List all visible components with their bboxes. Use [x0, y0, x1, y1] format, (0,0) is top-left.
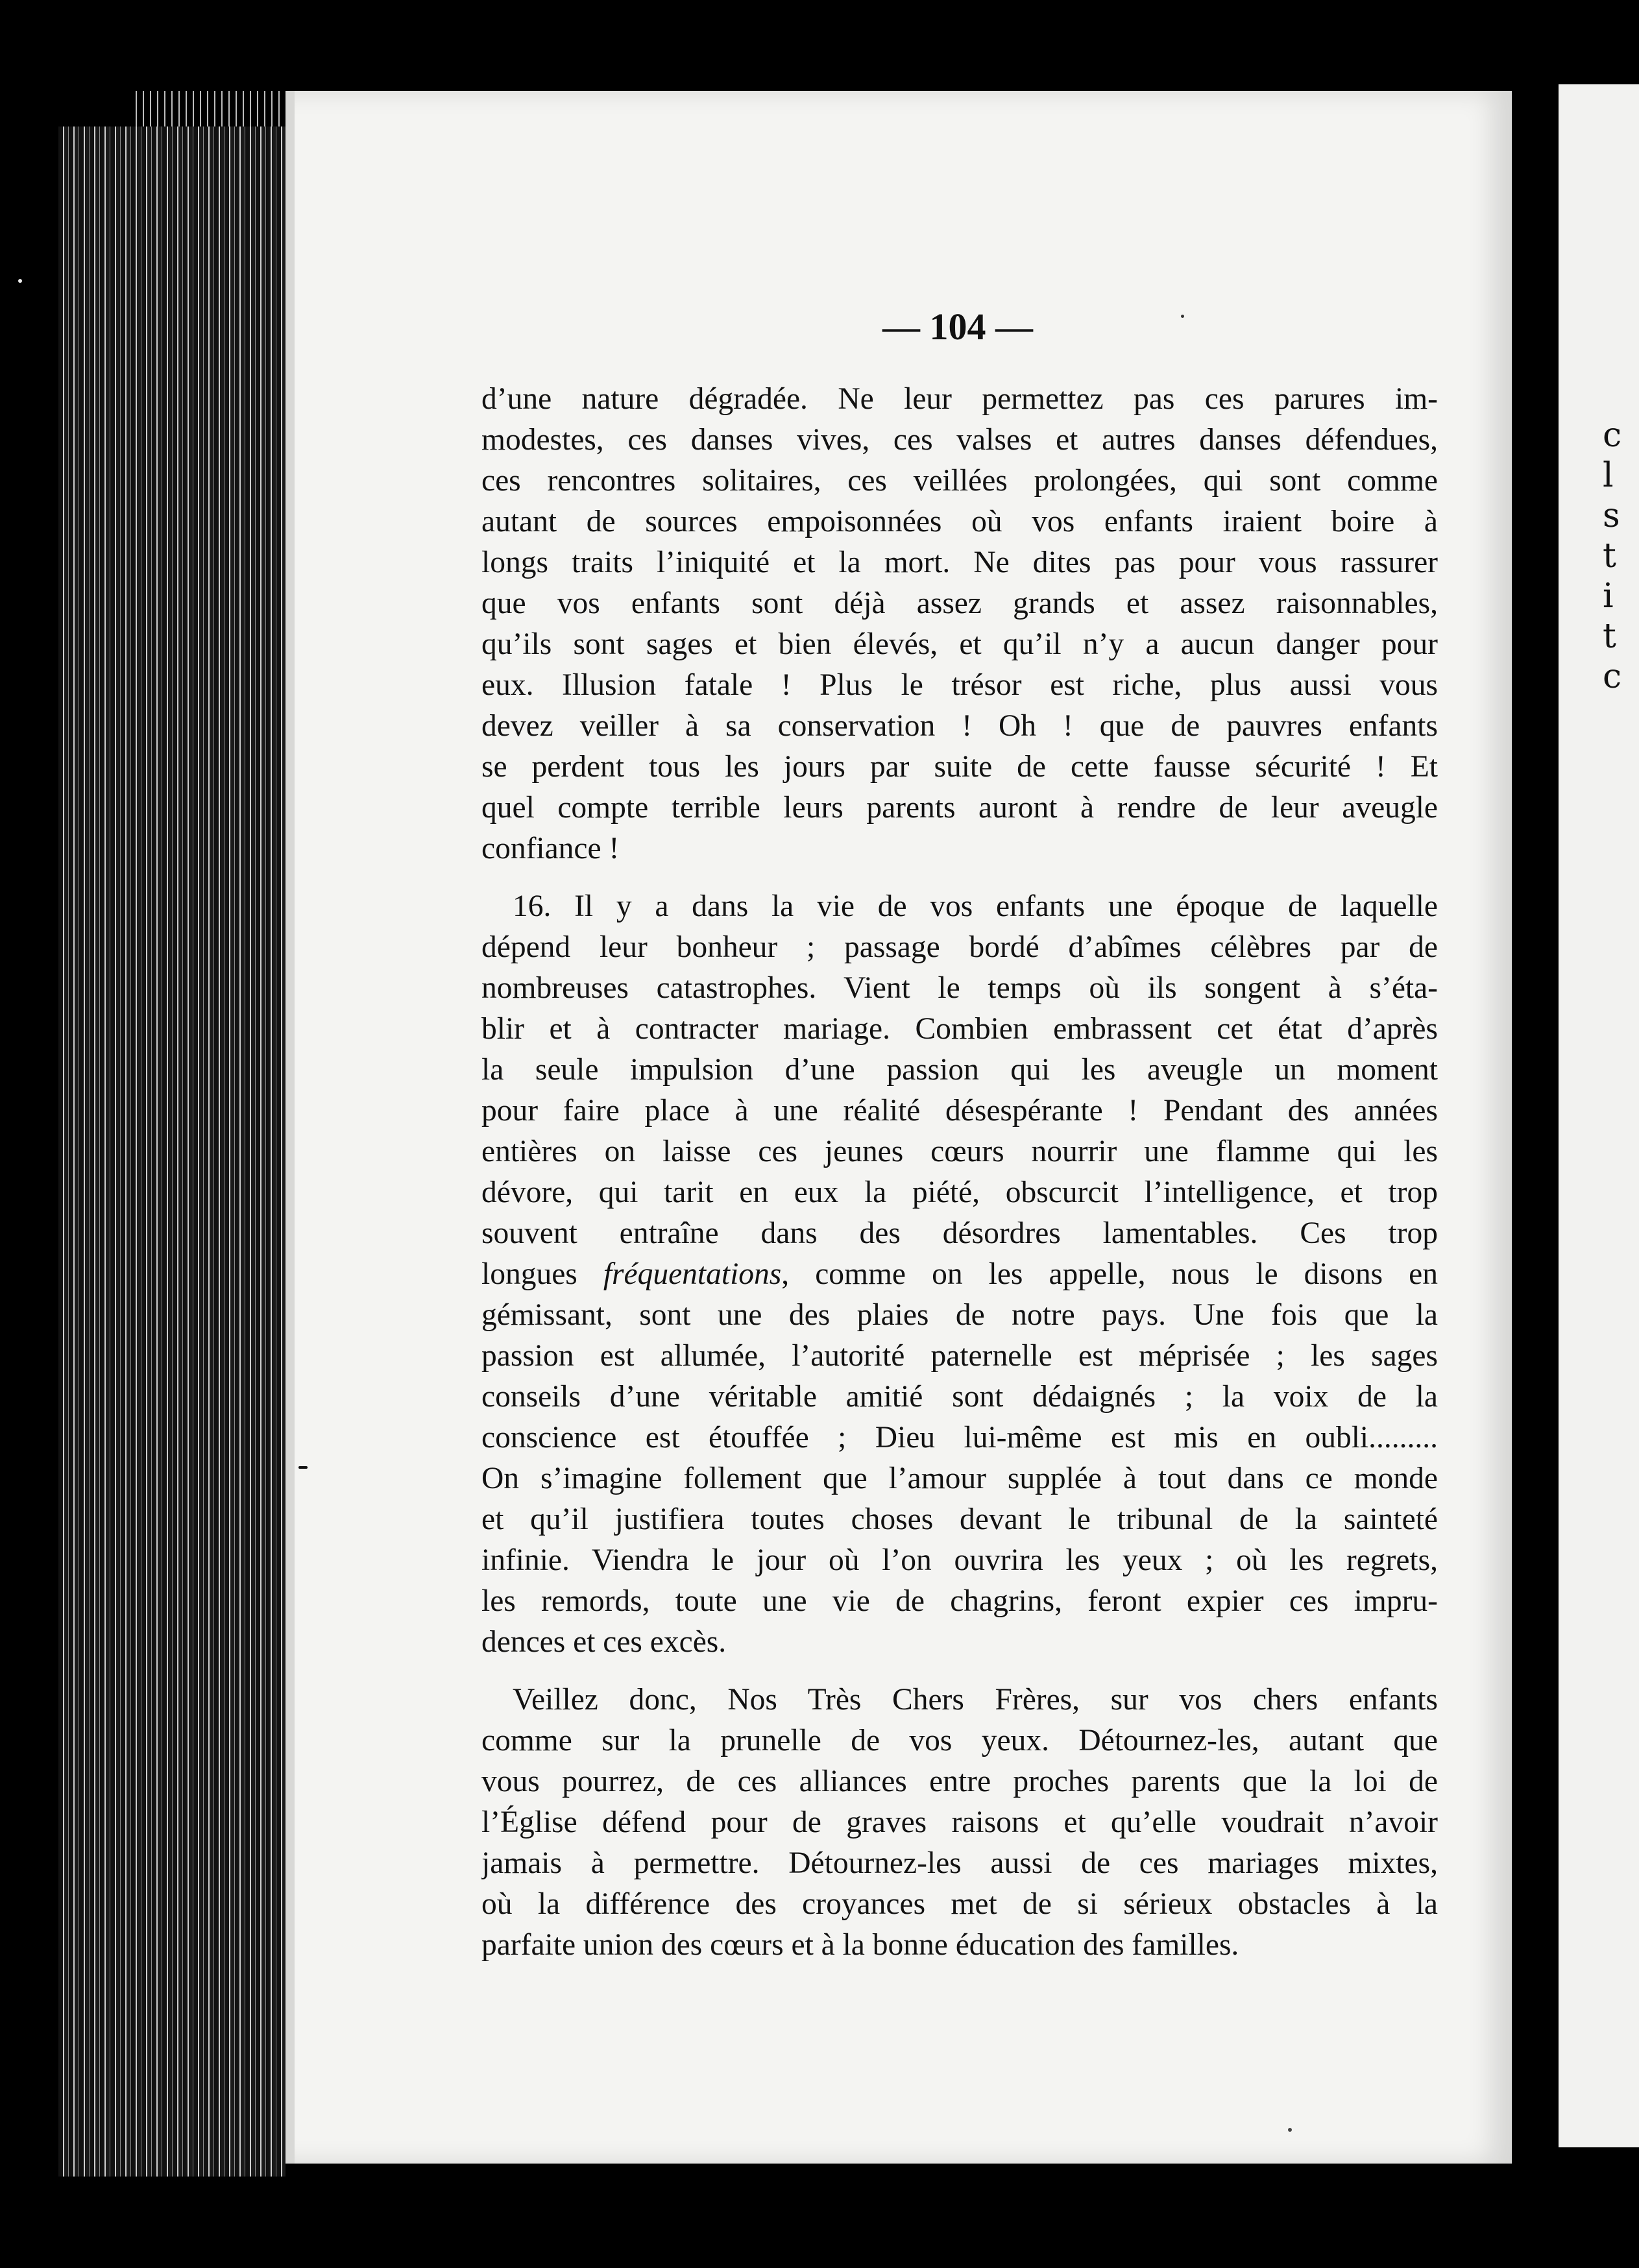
text-line: confiance !: [481, 832, 620, 865]
text-line: et qu’il justifiera toutes choses devant le tribunal de la sainteté: [481, 1502, 1438, 1536]
text-line: blir et à contracter mariage. Combien embrassent cet état d’après: [481, 1012, 1438, 1046]
text-line: dences et ces excès.: [481, 1625, 727, 1659]
fragment-letter: i: [1603, 577, 1614, 616]
text-line: l’Église défend pour de graves raisons et qu’elle voudrait n’avoir: [481, 1805, 1438, 1839]
text-fragment: longues: [481, 1257, 603, 1291]
fragment-letter: t: [1603, 537, 1616, 575]
text-line: autant de sources empoisonnées où vos enfants iraient boire à: [481, 505, 1438, 538]
text-line: devez veiller à sa conservation ! Oh ! que de pauvres enfants: [481, 709, 1438, 743]
text-line: modestes, ces danses vives, ces valses et autres danses défendues,: [481, 423, 1438, 457]
text-line: parfaite union des cœurs et à la bonne éducation des familles.: [481, 1928, 1239, 1962]
text-line: que vos enfants sont déjà assez grands et assez raisonnables,: [481, 586, 1438, 620]
text-line: où la différence des croyances met de si sérieux obstacles à la: [481, 1887, 1438, 1921]
page-gutter: [285, 91, 295, 2164]
paragraph-1: [481, 379, 1438, 869]
scan-speck: [1288, 2128, 1292, 2132]
text-line: conscience est étouffée ; Dieu lui-même est mis en oubli.........: [481, 1421, 1438, 1454]
text-line: entières on laisse ces jeunes cœurs nourrir une flamme qui les: [481, 1135, 1438, 1168]
text-line: dépend leur bonheur ; passage bordé d’abîmes célèbres par de: [481, 930, 1438, 964]
text-line: ces rencontres solitaires, ces veillées prolongées, qui sont comme: [481, 464, 1438, 498]
text-line: les remords, toute une vie de chagrins, feront expier ces impru-: [481, 1584, 1438, 1618]
scan-speck: [18, 279, 22, 283]
text-line: longs traits l’iniquité et la mort. Ne dites pas pour vous rassurer: [481, 546, 1438, 579]
page-body: [481, 379, 1438, 1966]
page-number: — 104 —: [882, 306, 1033, 348]
text-line: jamais à permettre. Détournez-les aussi de ces mariages mixtes,: [481, 1846, 1438, 1880]
text-line: d’une nature dégradée. Ne leur permettez pas ces parures im-: [481, 382, 1438, 416]
text-line: infinie. Viendra le jour où l’on ouvrira les yeux ; où les regrets,: [481, 1543, 1438, 1577]
text-line: Veillez donc, Nos Très Chers Frères, sur vos chers enfants: [513, 1683, 1438, 1717]
text-line: On s’imagine follement que l’amour supplée à tout dans ce monde: [481, 1462, 1438, 1495]
fragment-letter: t: [1603, 617, 1616, 656]
italic-term: fréquentations: [603, 1257, 782, 1291]
text-line: conseils d’une véritable amitié sont dédaignés ; la voix de la: [481, 1380, 1438, 1414]
text-line: pour faire place à une réalité désespérante ! Pendant des années: [481, 1094, 1438, 1128]
fragment-letter: c: [1603, 416, 1622, 455]
text-line: vous pourrez, de ces alliances entre proches parents que la loi de: [481, 1765, 1438, 1798]
text-line: 16. Il y a dans la vie de vos enfants une époque de laquelle: [513, 889, 1438, 923]
facing-page-fragments: [1603, 415, 1639, 697]
text-line: eux. Illusion fatale ! Plus le trésor est riche, plus aussi vous: [481, 668, 1438, 702]
fragment-letter: c: [1603, 657, 1622, 696]
text-line: nombreuses catastrophes. Vient le temps où ils songent à s’éta-: [481, 971, 1438, 1005]
text-line: passion est allumée, l’autorité paternelle est méprisée ; les sages: [481, 1339, 1438, 1373]
text-line-with-italic: [481, 1254, 1438, 1295]
text-line: la seule impulsion d’une passion qui les aveugle un moment: [481, 1053, 1438, 1087]
text-line: souvent entraîne dans des désordres lamentables. Ces trop: [481, 1216, 1438, 1250]
text-line: qu’ils sont sages et bien élevés, et qu’il n’y a aucun danger pour: [481, 627, 1438, 661]
scan-speck: [1181, 315, 1184, 318]
fragment-letter: s: [1603, 496, 1620, 535]
fragment-letter: l: [1603, 456, 1614, 495]
scan-speck: [298, 1466, 308, 1469]
paragraph-16: [481, 886, 1438, 1663]
text-line: gémissant, sont une des plaies de notre pays. Une fois que la: [481, 1298, 1438, 1332]
book-page-edges: [58, 127, 285, 2177]
text-line: dévore, qui tarit en eux la piété, obscurcit l’intelligence, et trop: [481, 1176, 1438, 1209]
text-fragment: , comme on les appelle, nous le disons en: [781, 1257, 1438, 1291]
text-line: se perdent tous les jours par suite de cette fausse sécurité ! Et: [481, 750, 1438, 784]
facing-page-edge: [1559, 84, 1639, 2147]
text-line: comme sur la prunelle de vos yeux. Détournez-les, autant que: [481, 1724, 1438, 1757]
text-line: quel compte terrible leurs parents auront à rendre de leur aveugle: [481, 791, 1438, 825]
paragraph-3: [481, 1680, 1438, 1966]
